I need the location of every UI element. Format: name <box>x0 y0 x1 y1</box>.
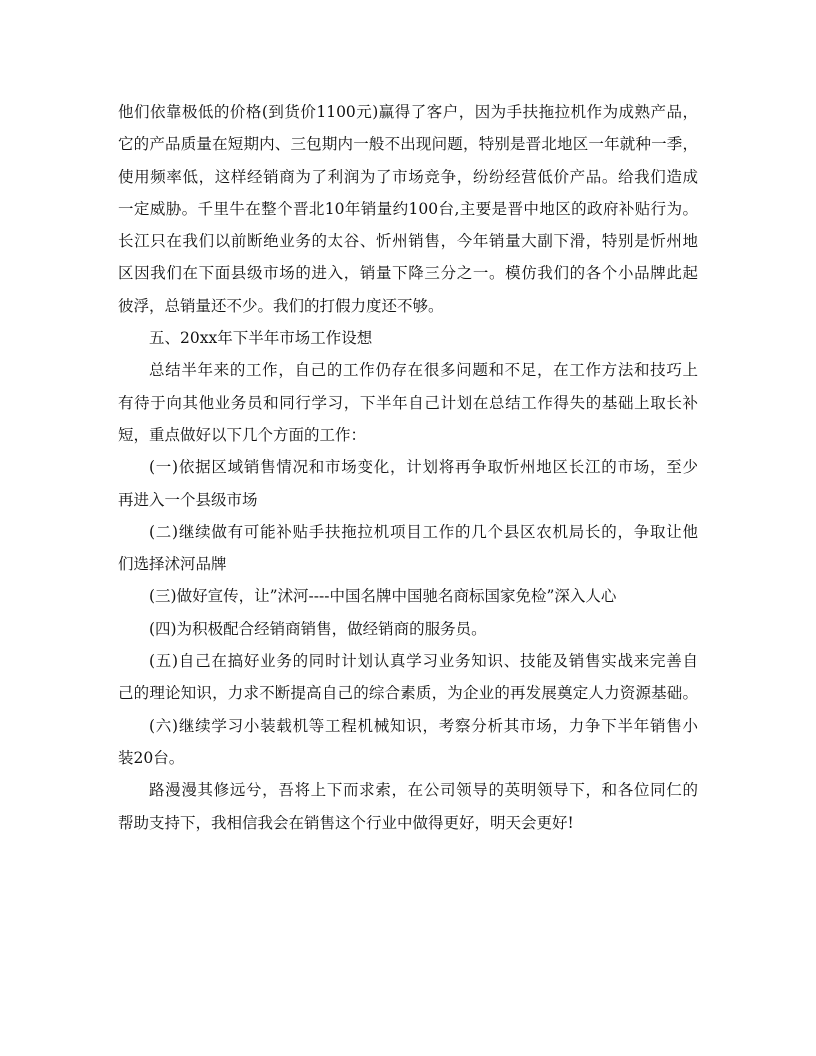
text-line: (一)依据区域销售情况和市场变化，计划将再争取忻州地区长江的市场，至少 <box>149 458 698 477</box>
text-line: 它的产品质量在短期内、三包期内一般不出现问题，特别是晋北地区一年就种一季， <box>118 135 698 154</box>
text-line: 路漫漫其修远兮，吾将上下而求索，在公司领导的英明领导下，和各位同仁的 <box>149 781 698 800</box>
text-line: 短，重点做好以下几个方面的工作： <box>118 425 367 444</box>
text-line: 彼浮，总销量还不少。我们的打假力度还不够。 <box>118 296 444 315</box>
text-line: 使用频率低，这样经销商为了利润为了市场竞争，纷纷经营低价产品。给我们造成 <box>118 167 698 186</box>
text-line: 有待于向其他业务员和同行学习，下半年自己计划在总结工作得失的基础上取长补 <box>118 393 698 412</box>
document-body <box>118 96 698 839</box>
text-line: 总结半年来的工作，自己的工作仍存在很多问题和不足，在工作方法和技巧上 <box>149 361 698 380</box>
text-line: 长江只在我们以前断绝业务的太谷、忻州销售，今年销量大副下滑，特别是忻州地 <box>118 232 698 251</box>
text-line: (二)继续做有可能补贴手扶拖拉机项目工作的几个县区农机局长的，争取让他 <box>149 522 698 541</box>
text-line: 他们依靠极低的价格(到货价1100元)赢得了客户，因为手扶拖拉机作为成熟产品， <box>118 103 698 121</box>
text-line: 帮助支持下，我相信我会在销售这个行业中做得更好，明天会更好! <box>118 813 574 832</box>
text-line: 区因我们在下面县级市场的进入，销量下降三分之一。模仿我们的各个小品牌此起 <box>118 264 698 283</box>
text-line: (五)自己在搞好业务的同时计划认真学习业务知识、技能及销售实战来完善自 <box>149 652 698 671</box>
text-line: 己的理论知识，力求不断提高自己的综合素质，为企业的再发展奠定人力资源基础。 <box>118 684 698 703</box>
text-line: 一定威胁。千里牛在整个晋北10年销量约100台,主要是晋中地区的政府补贴行为。 <box>118 199 698 218</box>
text-line: (六)继续学习小装载机等工程机械知识，考察分析其市场，力争下半年销售小 <box>149 716 698 735</box>
text-line: 们选择沭河品牌 <box>118 555 227 574</box>
text-line: 装20台。 <box>118 748 185 767</box>
section-heading: 五、20xx年下半年市场工作设想 <box>149 329 373 348</box>
text-line: 再进入一个县级市场 <box>118 490 258 509</box>
text-line: (三)做好宣传，让”沭河----中国名牌中国驰名商标国家免检”深入人心 <box>149 587 617 606</box>
text-line: (四)为积极配合经销商销售，做经销商的服务员。 <box>149 619 487 638</box>
